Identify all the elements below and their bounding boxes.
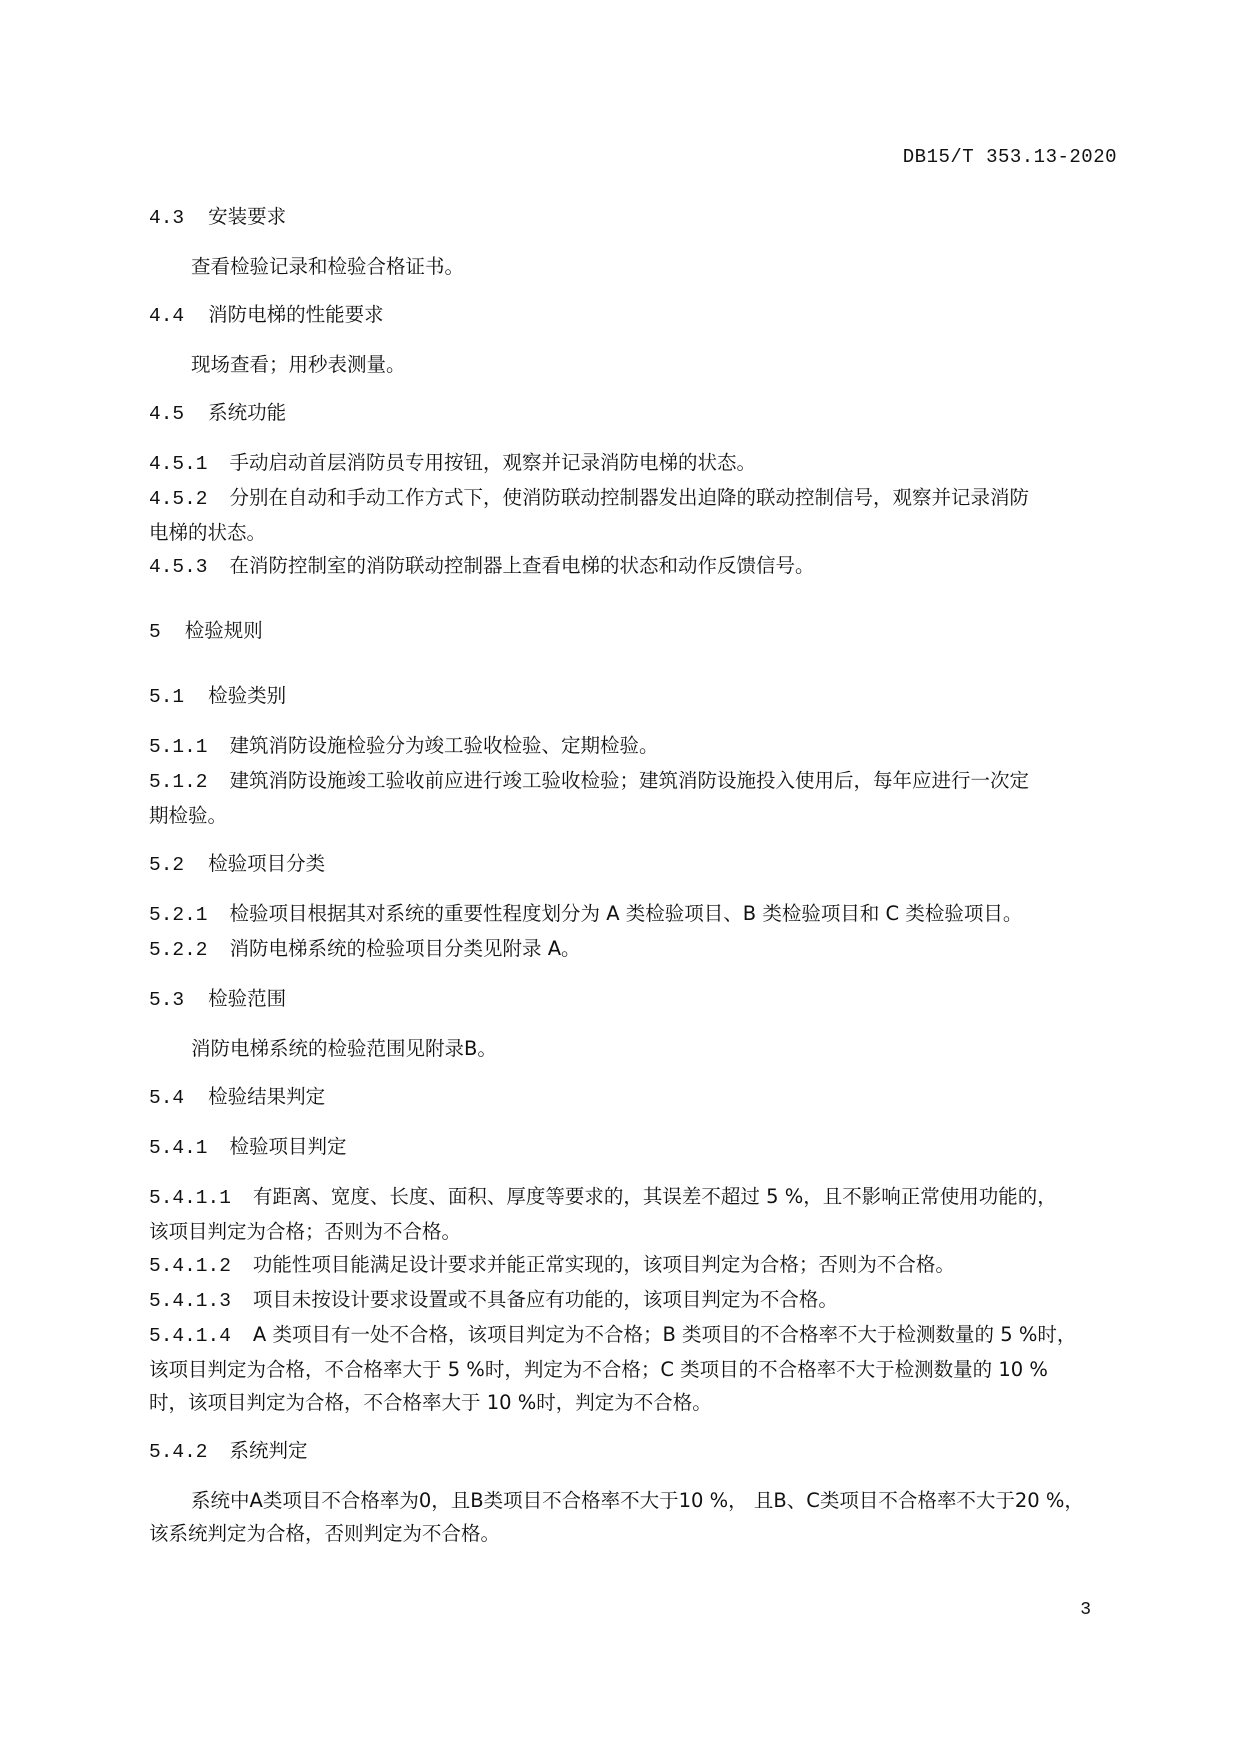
section-body-5-3: 消防电梯系统的检验范围见附录B。 <box>191 1037 497 1060</box>
clause-5-1-2-cont: 期检验。 <box>149 804 228 827</box>
section-heading-5-1: 5.1 检验类别 <box>149 684 287 708</box>
clause-5-4-1-4-cont-2: 时，该项目判定为合格，不合格率大于 10 %时，判定为不合格。 <box>149 1391 712 1414</box>
clause-4-5-1: 4.5.1 手动启动首层消防员专用按钮，观察并记录消防电梯的状态。 <box>149 451 757 475</box>
clause-5-4-1-4-cont-1: 该项目判定为合格，不合格率大于 5 %时，判定为不合格；C 类项目的不合格率不大于检测数量的 10 % <box>149 1358 1048 1381</box>
clause-4-5-3: 4.5.3 在消防控制室的消防联动控制器上查看电梯的状态和动作反馈信号。 <box>149 554 815 578</box>
document-code: DB15/T 353.13-2020 <box>902 146 1117 168</box>
clause-4-5-2: 4.5.2 分别在自动和手动工作方式下，使消防联动控制器发出迫降的联动控制信号，观察并记录消防 <box>149 486 1030 510</box>
section-heading-4-5: 4.5 系统功能 <box>149 401 287 425</box>
chapter-heading-5: 5 检验规则 <box>149 619 263 643</box>
section-heading-4-4: 4.4 消防电梯的性能要求 <box>149 303 384 327</box>
section-body-5-4-2-cont: 该系统判定为合格，否则判定为不合格。 <box>149 1522 501 1545</box>
clause-5-4-1-3: 5.4.1.3 项目未按设计要求设置或不具备应有功能的，该项目判定为不合格。 <box>149 1288 838 1312</box>
section-heading-5-3: 5.3 检验范围 <box>149 987 287 1011</box>
clause-5-4-1-2: 5.4.1.2 功能性项目能满足设计要求并能正常实现的，该项目判定为合格；否则为不合格。 <box>149 1253 955 1277</box>
clause-5-1-1: 5.1.1 建筑消防设施检验分为竣工验收检验、定期检验。 <box>149 734 659 758</box>
clause-5-1-2: 5.1.2 建筑消防设施竣工验收前应进行竣工验收检验；建筑消防设施投入使用后，每年应进行一次定 <box>149 769 1030 793</box>
section-body-4-3: 查看检验记录和检验合格证书。 <box>191 255 465 278</box>
section-heading-5-2: 5.2 检验项目分类 <box>149 852 326 876</box>
page-content <box>149 200 1119 1550</box>
clause-5-4-1-4: 5.4.1.4 A 类项目有一处不合格，该项目判定为不合格；B 类项目的不合格率不大于检测数量的 5 %时， <box>149 1323 1077 1347</box>
section-body-4-4: 现场查看；用秒表测量。 <box>191 353 406 376</box>
clause-4-5-2-cont: 电梯的状态。 <box>149 521 267 544</box>
section-heading-5-4-1: 5.4.1 检验项目判定 <box>149 1135 347 1159</box>
section-heading-5-4-2: 5.4.2 系统判定 <box>149 1439 308 1463</box>
clause-5-4-1-1: 5.4.1.1 有距离、宽度、长度、面积、厚度等要求的，其误差不超过 5 %，且不影响正常使用功能的， <box>149 1185 1057 1209</box>
clause-5-4-1-1-cont: 该项目判定为合格；否则为不合格。 <box>149 1220 462 1243</box>
section-heading-5-4: 5.4 检验结果判定 <box>149 1085 326 1109</box>
clause-5-2-2: 5.2.2 消防电梯系统的检验项目分类见附录 A。 <box>149 937 581 961</box>
section-body-5-4-2: 系统中A类项目不合格率为0，且B类项目不合格率不大于10 %， 且B、C类项目不合格率不大于20 %， <box>191 1489 1084 1512</box>
clause-5-2-1: 5.2.1 检验项目根据其对系统的重要性程度划分为 A 类检验项目、B 类检验项目和 C 类检验项目。 <box>149 902 1023 926</box>
section-heading-4-3: 4.3 安装要求 <box>149 205 287 229</box>
page-number: 3 <box>1080 1600 1091 1620</box>
